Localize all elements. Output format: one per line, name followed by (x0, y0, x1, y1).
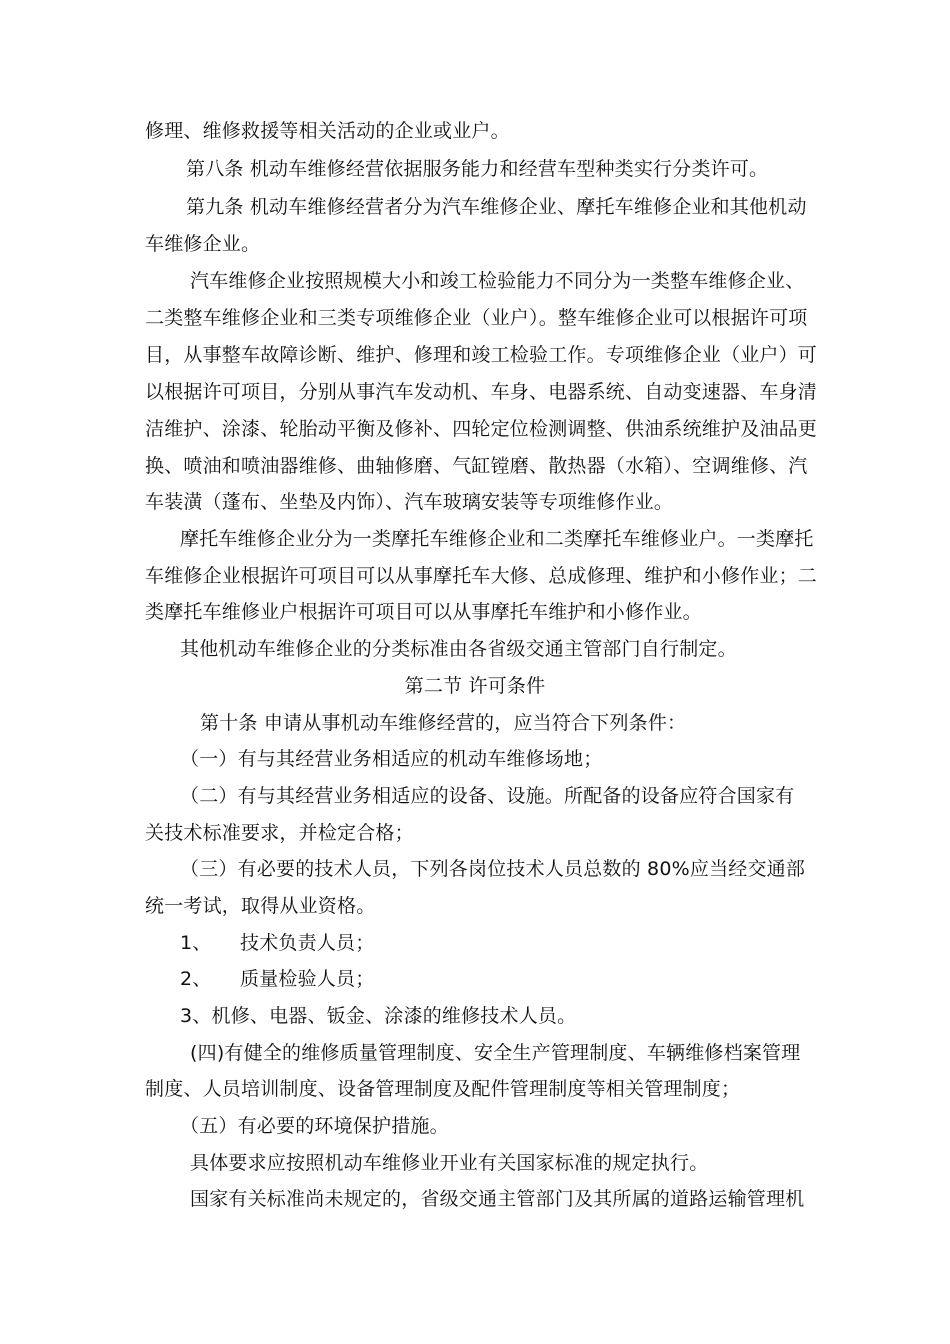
text-line: 关技术标准要求，并检定合格； (145, 822, 414, 844)
text-line: 统一考试，取得从业资格。 (145, 895, 376, 917)
text-line: 二类整车维修企业和三类专项维修企业（业户）。整车维修企业可以根据许可项 (145, 307, 808, 329)
condition-2: （二）有与其经营业务相适应的设备、设施。所配备的设备应符合国家有 (180, 785, 795, 807)
text-line: 车维修企业。 (145, 233, 261, 255)
list-item-text: 质量检验人员； (240, 968, 375, 990)
list-number: 1、 (180, 932, 212, 954)
section-heading: 第二节 许可条件 (404, 675, 546, 697)
list-item (180, 930, 850, 956)
condition-5: （五）有必要的环境保护措施。 (180, 1115, 449, 1137)
condition-1: （一）有与其经营业务相适应的机动车维修场地； (180, 748, 603, 770)
text-line: 摩托车维修企业分为一类摩托车维修企业和二类摩托车维修业户。一类摩托 (180, 528, 814, 550)
list-number: 2、 (180, 968, 212, 990)
text-line: 修理、维修救援等相关活动的企业或业户。 (145, 120, 510, 142)
article-8: 第八条 机动车维修经营依据服务能力和经营车型种类实行分类许可。 (186, 158, 769, 180)
list-item (180, 966, 850, 992)
text-line: 制度、人员培训制度、设备管理制度及配件管理制度等相关管理制度； (145, 1078, 741, 1100)
text-line: 以根据许可项目，分别从事汽车发动机、车身、电器系统、自动变速器、车身清 (145, 381, 818, 403)
text-line: 换、喷油和喷油器维修、曲轴修磨、气缸镗磨、散热器（水箱）、空调维修、汽 (145, 455, 808, 477)
text-line: 车维修企业根据许可项目可以从事摩托车大修、总成修理、维护和小修作业；二 (145, 565, 818, 587)
article-10: 第十条 申请从事机动车维修经营的，应当符合下列条件： (200, 712, 687, 734)
text-line: 车装潢（蓬布、坐垫及内饰）、汽车玻璃安装等专项维修作业。 (145, 491, 674, 513)
condition-4: (四)有健全的维修质量管理制度、安全生产管理制度、车辆维修档案管理 (190, 1042, 801, 1064)
text-line: 其他机动车维修企业的分类标准由各省级交通主管部门自行制定。 (180, 638, 737, 660)
text-line: 汽车维修企业按照规模大小和竣工检验能力不同分为一类整车维修企业、 (190, 270, 805, 292)
list-item: 3、机修、电器、钣金、涂漆的维修技术人员。 (180, 1005, 577, 1027)
list-item-text: 技术负责人员； (240, 932, 375, 954)
text-line: 类摩托车维修业户根据许可项目可以从事摩托车维护和小修作业。 (145, 601, 702, 623)
text-line: 国家有关标准尚未规定的，省级交通主管部门及其所属的道路运输管理机 (190, 1188, 805, 1210)
text-line: 目，从事整车故障诊断、维护、修理和竣工检验工作。专项维修企业（业户）可 (145, 344, 818, 366)
text-line: 洁维护、涂漆、轮胎动平衡及修补、四轮定位检测调整、供油系统维护及油品更 (145, 418, 818, 440)
text-line: 具体要求应按照机动车维修业开业有关国家标准的规定执行。 (190, 1152, 709, 1174)
condition-3: （三）有必要的技术人员，下列各岗位技术人员总数的 80%应当经交通部 (180, 858, 806, 880)
article-9: 第九条 机动车维修经营者分为汽车维修企业、摩托车维修企业和其他机动 (186, 196, 807, 218)
